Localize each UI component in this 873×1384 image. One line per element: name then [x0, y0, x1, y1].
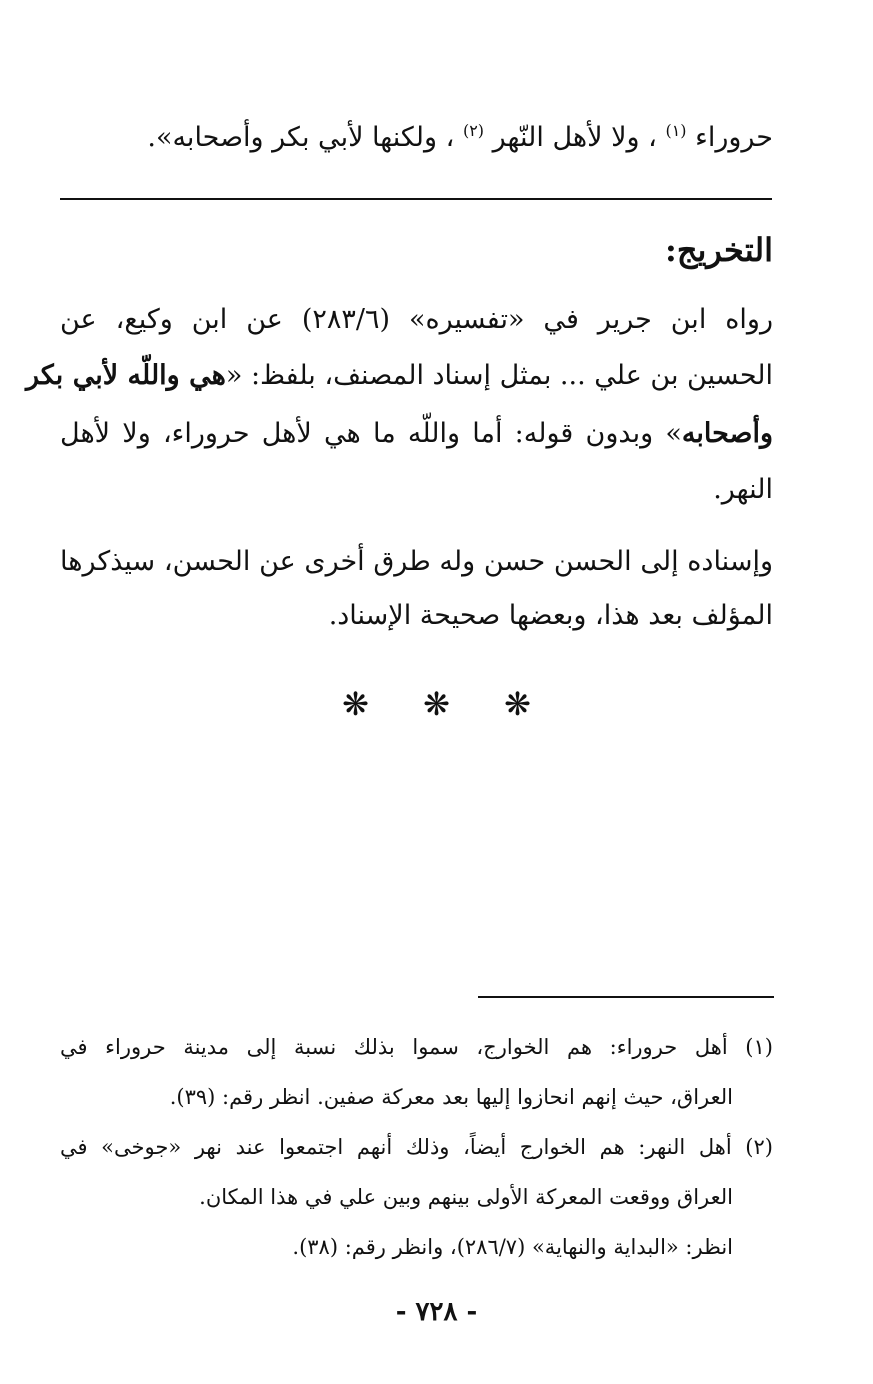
paragraph-line: وإسناده إلى الحسن حسن وله طرق أخرى عن الحسن، سيذكرها	[60, 546, 773, 577]
footnote-ref-1[interactable]: (١)	[665, 121, 687, 140]
section-heading: التخريج:	[665, 231, 773, 269]
text-fragment: حروراء	[695, 122, 773, 153]
section-separator-stars: ❋ ❋ ❋	[342, 685, 531, 723]
text-fragment: ، ولا لأهل النّهر	[492, 122, 657, 153]
text-fragment: ، ولكنها لأبي بكر وأصحابه».	[147, 122, 455, 153]
quoted-text: وأصحابه	[681, 418, 773, 449]
footnote-2: (٢) أهل النهر: هم الخوارج أيضاً، وذلك أنهم اجتمعوا عند نهر «جوخى» في	[60, 1135, 773, 1159]
paragraph-line: المؤلف بعد هذا، وبعضها صحيحة الإسناد.	[328, 600, 773, 631]
footnote-divider	[478, 996, 774, 998]
footnote-1: (١) أهل حروراء: هم الخوارج، سموا بذلك نسبة إلى مدينة حروراء في	[60, 1035, 773, 1059]
section-divider	[60, 198, 772, 200]
quoted-text: هي واللّه لأبي بكر	[25, 360, 226, 391]
footnote-1-continuation: العراق، حيث إنهم انحازوا إليها بعد معركة صفين. انظر رقم: (٣٩).	[169, 1085, 733, 1109]
paragraph-line: رواه ابن جرير في «تفسيره» (٢٨٣/٦) عن ابن وكيع، عن	[60, 304, 774, 335]
paragraph-line: النهر.	[713, 474, 773, 505]
footnote-2-reference: انظر: «البداية والنهاية» (٢٨٦/٧)، وانظر رقم: (٣٨).	[292, 1235, 733, 1259]
footnote-2-continuation: العراق ووقعت المعركة الأولى بينهم وبين علي في هذا المكان.	[199, 1185, 733, 1209]
continuation-line	[60, 118, 773, 158]
paragraph-line	[25, 356, 773, 396]
text-fragment: الحسين بن علي ... بمثل إسناد المصنف، بلفظ: «	[225, 360, 773, 391]
text-fragment: » وبدون قوله: أما واللّه ما هي لأهل حروراء، ولا لأهل	[60, 418, 682, 449]
page-number: - ٧٢٨ -	[395, 1297, 478, 1327]
paragraph-line	[60, 414, 773, 454]
footnote-ref-2[interactable]: (٢)	[462, 121, 485, 140]
